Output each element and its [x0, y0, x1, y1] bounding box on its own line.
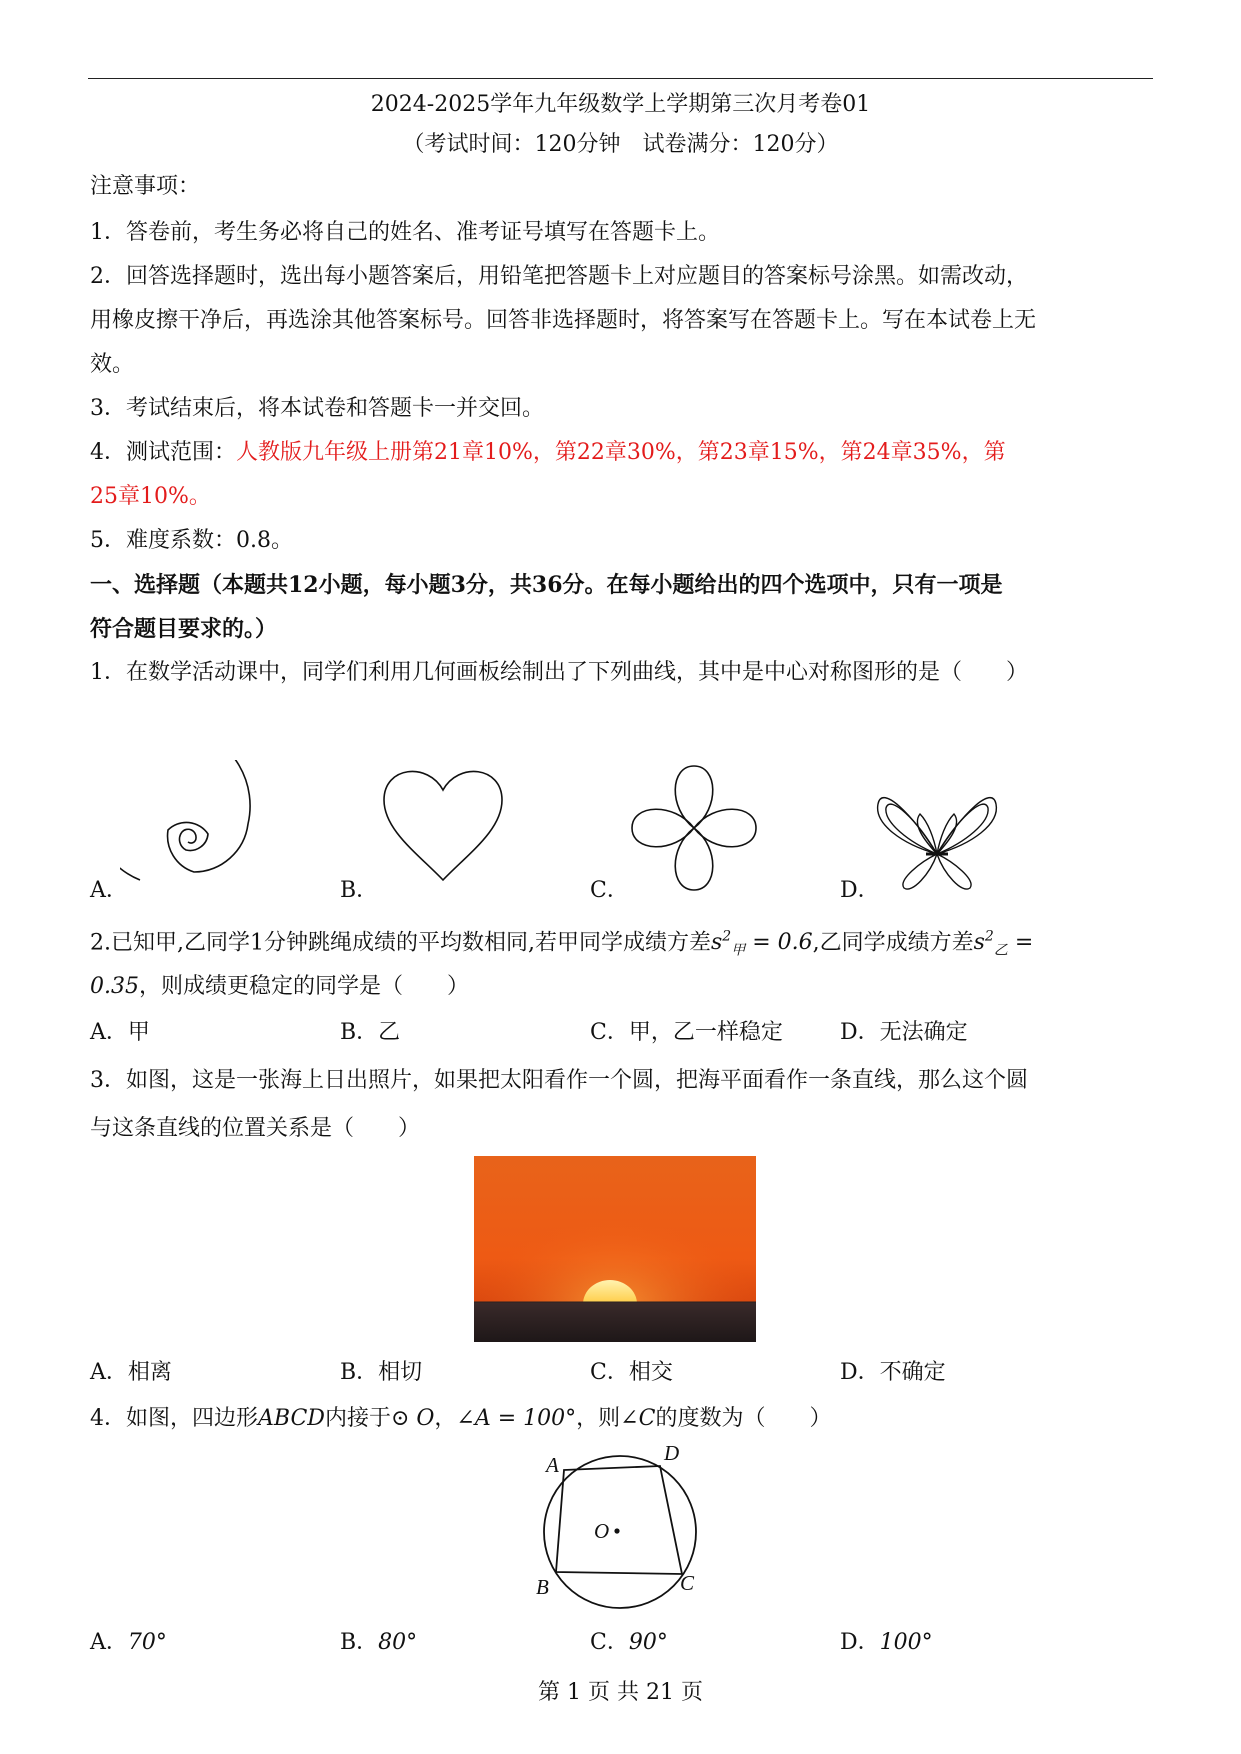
sunrise-photo [474, 1156, 756, 1342]
option-b[interactable] [340, 1628, 417, 1658]
question-2-stem-line-1 [90, 922, 1033, 966]
option-c[interactable]: C．相交 [590, 1360, 673, 1385]
note-item-4 [90, 438, 1006, 468]
vertex-label-c: C [680, 1571, 695, 1595]
option-a[interactable]: A． [90, 878, 128, 903]
quadrilateral-name: ABCD [258, 1406, 325, 1431]
variance-exponent: 2 [722, 929, 732, 945]
variance-a [710, 929, 813, 959]
question-3-options [90, 1358, 1150, 1388]
note-item-5: 5．难度系数：0.8。 [90, 528, 293, 553]
option-a[interactable] [90, 1628, 167, 1658]
option-b[interactable]: B．相切 [340, 1360, 423, 1385]
header-rule [88, 78, 1153, 79]
angle-c: ∠C [620, 1406, 656, 1431]
notes-heading: 注意事项： [90, 174, 201, 199]
question-2-text: 2.已知甲,乙同学1分钟跳绳成绩的平均数相同,若甲同学成绩方差 [90, 930, 711, 956]
vertex-label-d: D [664, 1441, 680, 1465]
note-item-4-prefix: 4．测试范围： [90, 440, 236, 465]
vertex-label-a: A [546, 1453, 559, 1477]
variance-b [973, 929, 1034, 959]
section-heading-line-2: 符合题目要求的。） [90, 616, 278, 642]
variance-equals-b: = [1007, 930, 1034, 956]
question-2-options [90, 1018, 1150, 1048]
option-c[interactable] [590, 1628, 668, 1658]
option-value: 100° [879, 1630, 933, 1655]
variance-symbol: s [973, 930, 985, 956]
angle-a-value: ∠A = 100° [456, 1406, 577, 1431]
note-item-3: 3．考试结束后，将本试卷和答题卡一并交回。 [90, 396, 544, 421]
option-d[interactable]: D． [840, 878, 880, 903]
option-d[interactable]: D．无法确定 [840, 1020, 968, 1045]
option-a[interactable]: A．甲 [90, 1020, 150, 1045]
question-4-text: 4．如图，四边形 [90, 1406, 258, 1431]
page-footer: 第 1 页 共 21 页 [538, 1680, 703, 1705]
option-c[interactable]: C．甲，乙一样稳定 [590, 1020, 783, 1045]
note-item-1: 1．答卷前，考生务必将自己的姓名、准考证号填写在答题卡上。 [90, 220, 720, 245]
option-d[interactable]: D．不确定 [840, 1360, 946, 1385]
question-1-stem: 1．在数学活动课中，同学们利用几何画板绘制出了下列曲线，其中是中心对称图形的是（ ） [90, 660, 1029, 685]
variance-exponent: 2 [984, 929, 994, 945]
variance-value-a: = 0.6 [745, 930, 813, 956]
option-a[interactable]: A．相离 [90, 1360, 172, 1385]
section-heading-line-1: 一、选择题（本题共12小题，每小题3分，共36分。在每小题给出的四个选项中，只有一项是 [90, 572, 1003, 598]
test-scope-text-line-2: 25章10%。 [90, 484, 211, 509]
question-4-text-5: 的度数为（ ） [655, 1406, 832, 1431]
question-4-text-4: ，则 [576, 1406, 621, 1431]
question-2-text-3: ，则成绩更稳定的同学是（ ） [138, 974, 469, 999]
question-4-text-3: ， [434, 1406, 457, 1431]
option-letter: D． [840, 1630, 880, 1655]
exam-title: 2024-2025学年九年级数学上学期第三次月考卷01 [370, 92, 871, 117]
heart-figure [378, 758, 508, 888]
variance-symbol: s [710, 930, 723, 956]
variance-subscript-b: 乙 [993, 942, 1008, 959]
option-value: 90° [628, 1630, 668, 1655]
note-item-2-line-1: 2．回答选择题时，选出每小题答案后，用铅笔把答题卡上对应题目的答案标号涂黑。如需改动， [90, 264, 1029, 289]
note-item-2-line-2: 用橡皮擦干净后，再选涂其他答案标号。回答非选择题时，将答案写在答题卡上。写在本试卷上无 [90, 308, 1037, 333]
option-c[interactable]: C． [590, 878, 629, 903]
variance-subscript-a: 甲 [731, 942, 746, 959]
option-letter: A． [90, 1630, 128, 1655]
test-scope-text: 人教版九年级上册第21章10%，第22章30%，第23章15%，第24章35%，第 [236, 440, 1006, 465]
note-item-2-line-3: 效。 [90, 352, 135, 377]
inscribed-quadrilateral-diagram [520, 1440, 730, 1620]
question-3-stem-line-2: 与这条直线的位置关系是（ ） [90, 1116, 421, 1141]
question-2-text-2: ,乙同学成绩方差 [812, 930, 974, 956]
option-b[interactable]: B．乙 [340, 1020, 401, 1045]
option-b[interactable]: B． [340, 878, 379, 903]
option-letter: B． [340, 1630, 379, 1655]
question-3-stem-line-1: 3．如图，这是一张海上日出照片，如果把太阳看作一个圆，把海平面看作一条直线，那么这个圆 [90, 1068, 1029, 1093]
center-label-o: O [594, 1519, 610, 1543]
exam-subtitle: （考试时间：120分钟 试卷满分：120分） [402, 132, 839, 157]
option-letter: C． [590, 1630, 629, 1655]
question-2-stem-line-2 [90, 972, 469, 1002]
question-4-stem [90, 1404, 831, 1434]
circle-name: O [409, 1406, 435, 1431]
question-4-text-2: 内接于⊙ [324, 1406, 410, 1431]
option-value: 70° [127, 1630, 167, 1655]
vertex-label-b: B [536, 1575, 549, 1599]
question-4-options [90, 1628, 1150, 1658]
question-1-options [90, 876, 1150, 906]
option-value: 80° [378, 1630, 418, 1655]
variance-value-b: 0.35 [90, 974, 139, 999]
option-d[interactable] [840, 1628, 933, 1658]
